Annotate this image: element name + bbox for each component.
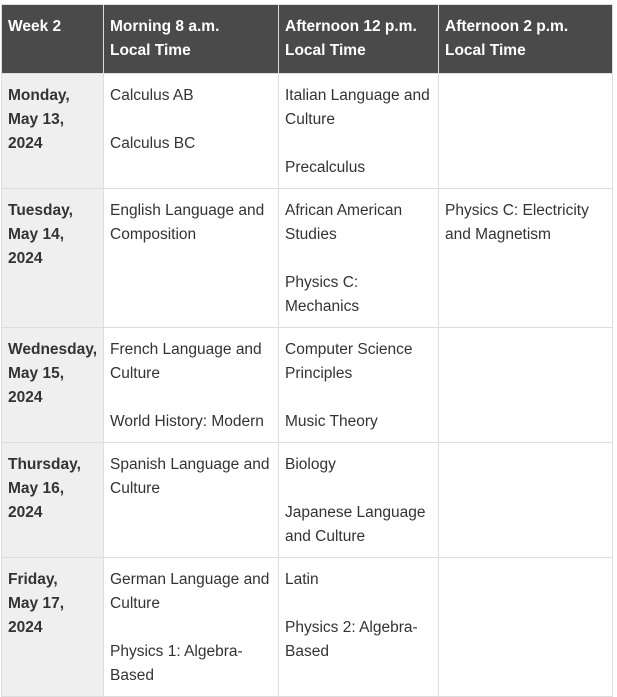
afternoon-2-cell [439, 189, 613, 328]
day-date: May 14, [8, 226, 65, 243]
header-afternoon-2 [439, 5, 613, 74]
exam-entry: Physics 1: Algebra-Based [110, 643, 243, 684]
day-year: 2024 [8, 389, 43, 406]
day-year: 2024 [8, 619, 43, 636]
afternoon-2-cell [439, 443, 613, 558]
morning-cell [104, 189, 279, 328]
table-row [2, 443, 613, 558]
header-morning-line2: Local Time [110, 42, 191, 59]
table-row [2, 558, 613, 697]
day-year: 2024 [8, 135, 43, 152]
afternoon-12-cell [279, 443, 439, 558]
exam-entry: Precalculus [285, 159, 366, 176]
exam-entry: Calculus BC [110, 135, 196, 152]
afternoon-2-cell [439, 74, 613, 189]
afternoon-12-cell [279, 74, 439, 189]
day-year: 2024 [8, 250, 43, 267]
table-row [2, 74, 613, 189]
exam-entry: World History: Modern [110, 413, 264, 430]
day-cell [2, 558, 104, 697]
table-row [2, 328, 613, 443]
day-cell [2, 443, 104, 558]
header-afternoon-12-line1: Afternoon 12 p.m. [285, 18, 417, 35]
header-week-label: Week 2 [8, 18, 62, 35]
afternoon-12-cell [279, 558, 439, 697]
day-name: Monday, [8, 87, 70, 104]
header-row [2, 5, 613, 74]
exam-entry: Physics C: Electricity and Magnetism [445, 202, 589, 243]
exam-entry: English Language and Composition [110, 202, 265, 243]
exam-entry: Biology [285, 456, 336, 473]
afternoon-12-cell [279, 189, 439, 328]
header-morning-line1: Morning 8 a.m. [110, 18, 220, 35]
exam-entry: Calculus AB [110, 87, 194, 104]
morning-cell [104, 443, 279, 558]
afternoon-2-cell [439, 328, 613, 443]
exam-entry: German Language and Culture [110, 571, 270, 612]
morning-cell [104, 328, 279, 443]
day-cell [2, 328, 104, 443]
header-afternoon-12 [279, 5, 439, 74]
exam-entry: Music Theory [285, 413, 378, 430]
day-name: Wednesday, [8, 341, 98, 358]
day-name: Tuesday, [8, 202, 73, 219]
day-cell [2, 74, 104, 189]
day-name: Thursday, [8, 456, 81, 473]
day-date: May 13, [8, 111, 65, 128]
day-date: May 15, [8, 365, 65, 382]
header-afternoon-2-line1: Afternoon 2 p.m. [445, 18, 569, 35]
header-morning [104, 5, 279, 74]
exam-entry: Latin [285, 571, 319, 588]
exam-entry: Physics C: Mechanics [285, 274, 360, 315]
header-week [2, 5, 104, 74]
exam-schedule-table [1, 4, 613, 697]
exam-entry: Japanese Language and Culture [285, 504, 426, 545]
afternoon-2-cell [439, 558, 613, 697]
header-afternoon-12-line2: Local Time [285, 42, 366, 59]
day-name: Friday, [8, 571, 58, 588]
exam-entry: Physics 2: Algebra-Based [285, 619, 418, 660]
day-year: 2024 [8, 504, 43, 521]
exam-entry: French Language and Culture [110, 341, 262, 382]
day-date: May 16, [8, 480, 65, 497]
exam-entry: African American Studies [285, 202, 403, 243]
exam-entry: Spanish Language and Culture [110, 456, 270, 497]
morning-cell [104, 558, 279, 697]
exam-entry: Italian Language and Culture [285, 87, 430, 128]
day-cell [2, 189, 104, 328]
morning-cell [104, 74, 279, 189]
table-row [2, 189, 613, 328]
afternoon-12-cell [279, 328, 439, 443]
header-afternoon-2-line2: Local Time [445, 42, 526, 59]
day-date: May 17, [8, 595, 65, 612]
exam-entry: Computer Science Principles [285, 341, 413, 382]
